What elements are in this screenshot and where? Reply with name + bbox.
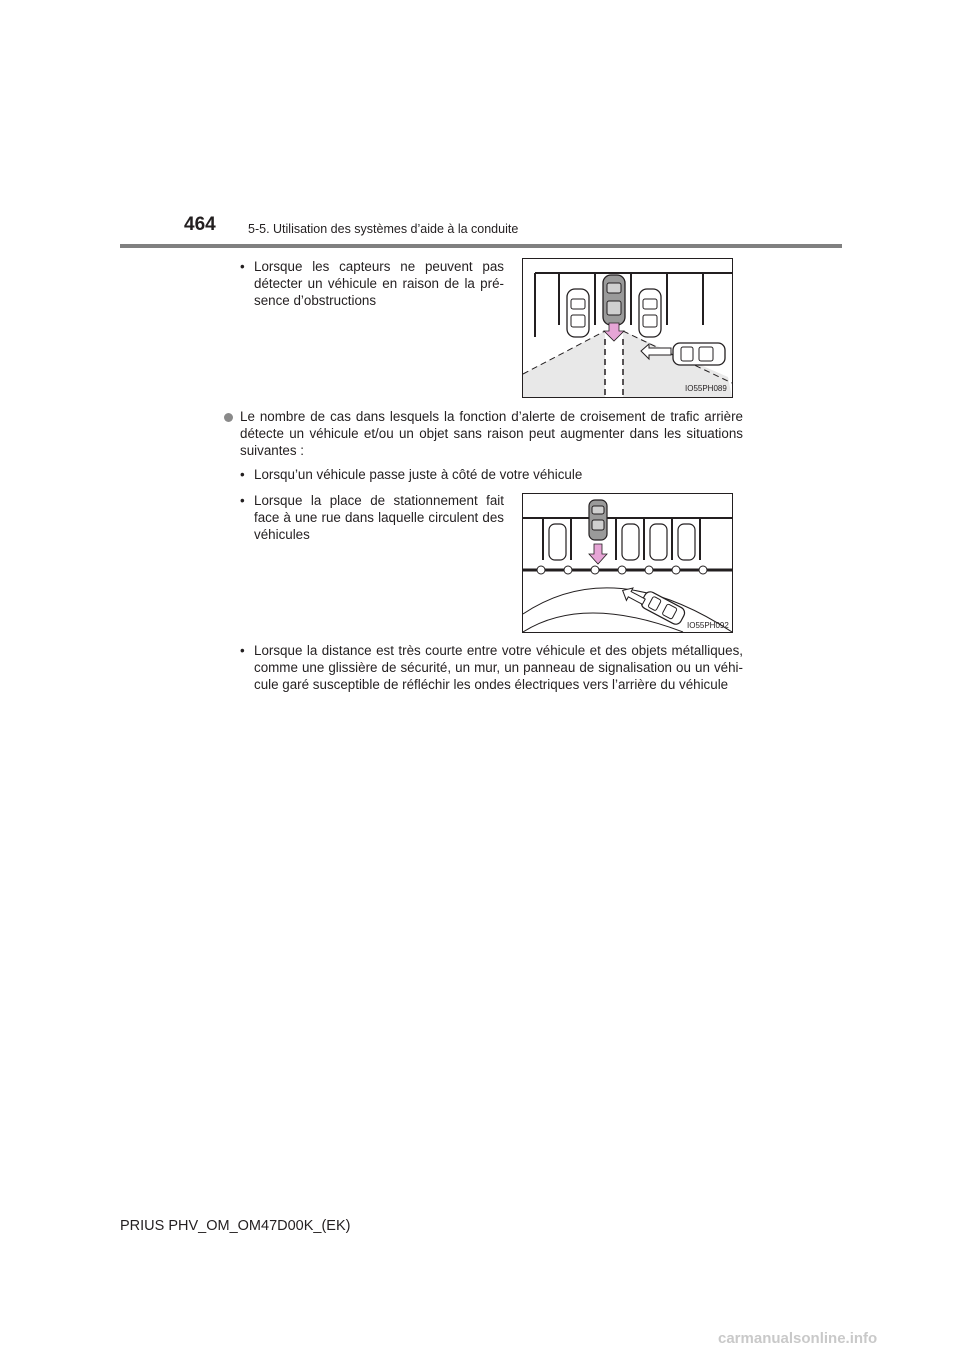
- bullet-3-line-2: face à une rue dans laquelle circulent des: [254, 510, 504, 525]
- bullet-1-line-3: sence d’obstructions: [254, 293, 377, 308]
- bullet-marker: •: [240, 493, 245, 508]
- bullet-marker: •: [240, 467, 245, 482]
- paragraph-line-3: suivantes :: [240, 443, 305, 458]
- paragraph-bullet-icon: [224, 413, 233, 422]
- footer-model-code: PRIUS PHV_OM_OM47D00K_(EK): [120, 1218, 351, 1234]
- paragraph-line-2: détecte un véhicule et/ou un objet sans raison peut augmenter dans les situations: [240, 426, 743, 441]
- figure-2-code: IO55PH092: [687, 621, 729, 630]
- bullet-3-line-3: véhicules: [254, 527, 310, 542]
- header-divider: [120, 244, 842, 248]
- section-title: 5-5. Utilisation des systèmes d’aide à la conduite: [248, 222, 519, 236]
- figure-obstruction-illustration: [522, 258, 733, 398]
- bullet-marker: •: [240, 643, 245, 658]
- figure-1-code: IO55PH089: [685, 384, 727, 393]
- bullet-4-line-2: comme une glissière de sécurité, un mur, un panneau de signalisation ou un véhi-: [254, 660, 743, 675]
- bullet-1-line-2: détecter un véhicule en raison de la pré-: [254, 276, 504, 291]
- paragraph-line-1: Le nombre de cas dans lesquels la fonction d’alerte de croisement de trafic arrière: [240, 409, 743, 424]
- bullet-1-line-1: Lorsque les capteurs ne peuvent pas: [254, 259, 504, 274]
- bullet-marker: •: [240, 259, 245, 274]
- watermark: carmanualsonline.info: [718, 1330, 878, 1347]
- page-number: 464: [184, 214, 216, 235]
- bullet-2-text: Lorsqu’un véhicule passe juste à côté de votre véhicule: [254, 467, 583, 482]
- bullet-4-line-1: Lorsque la distance est très courte entre votre véhicule et des objets métalliques,: [254, 643, 743, 658]
- figure-street-facing-parking-illustration: [522, 493, 733, 633]
- bullet-3-line-1: Lorsque la place de stationnement fait: [254, 493, 504, 508]
- bullet-4-line-3: cule garé susceptible de réfléchir les ondes électriques vers l’arrière du véhicule: [254, 677, 729, 692]
